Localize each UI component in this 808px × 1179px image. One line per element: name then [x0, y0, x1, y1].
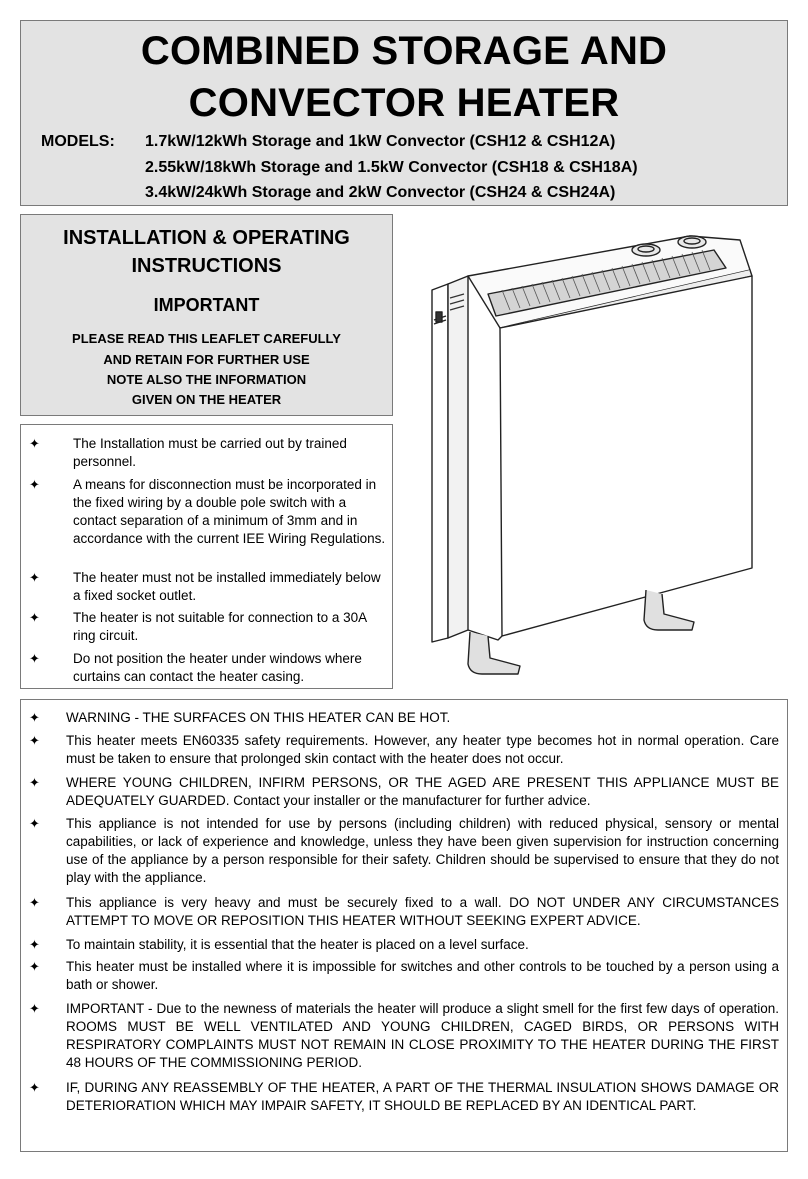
- model-line: 3.4kW/24kWh Storage and 2kW Convector (CSH24 & CSH24A): [145, 184, 616, 201]
- warnings-box: [20, 699, 788, 1152]
- bullet-icon: ✦: [29, 1080, 40, 1095]
- list-item-text: The heater must not be installed immediately below a fixed socket outlet.: [73, 570, 381, 603]
- important-heading: IMPORTANT: [153, 295, 260, 315]
- list-item-text: Do not position the heater under windows where curtains can contact the heater casing.: [73, 651, 362, 684]
- list-item-text: This appliance is very heavy and must be securely fixed to a wall. DO NOT UNDER ANY CIRCUMSTANCES ATTEMPT TO MOVE OR REPOSITION THIS HEATER WITHOUT SEEKING EXPERT ADVICE.: [66, 895, 779, 928]
- bullet-icon: ✦: [29, 477, 40, 492]
- notice-line: NOTE ALSO THE INFORMATION: [106, 372, 307, 387]
- notice-line: AND RETAIN FOR FURTHER USE: [103, 352, 310, 367]
- list-item-text: IMPORTANT - Due to the newness of materials the heater will produce a slight smell for the first few days of operation. ROOMS MUST BE WELL VENTILATED AND YOUNG CHILDREN, CAGED BIRDS, OR PERSONS WITH RESPIRATORY COMPLAINTS MUST NOT REMAIN IN CLOSE PROXIMITY TO THE HEATER DURING THE FIRST 48 HOURS OF THE COMMISSIONING PERIOD.: [66, 1001, 779, 1070]
- list-item-text: To maintain stability, it is essential that the heater is placed on a level surface.: [66, 937, 529, 952]
- instructions-title-line-1: INSTALLATION & OPERATING: [63, 227, 350, 249]
- notice-line: PLEASE READ THIS LEAFLET CAREFULLY: [72, 331, 341, 346]
- bullet-icon: ✦: [29, 1001, 40, 1016]
- bullet-icon: ✦: [29, 775, 40, 790]
- bullet-icon: ✦: [29, 651, 40, 666]
- title-box: [20, 20, 788, 206]
- bullet-icon: ✦: [29, 895, 40, 910]
- list-item-text: This heater must be installed where it is impossible for switches and other controls to be touched by a person using a bath or shower.: [66, 959, 779, 992]
- models-label: MODELS:: [41, 133, 115, 150]
- bullet-icon: ✦: [29, 436, 40, 451]
- installation-notes-box: [20, 424, 393, 689]
- list-item-text: This heater meets EN60335 safety requirements. However, any heater type becomes hot in normal operation. Care must be taken to ensure that prolonged skin contact with the heater does not occur.: [66, 733, 779, 766]
- bullet-icon: ✦: [29, 610, 40, 625]
- bullet-icon: ✦: [29, 937, 40, 952]
- notice-line: GIVEN ON THE HEATER: [131, 392, 282, 407]
- instructions-box: [20, 214, 393, 416]
- bullet-icon: ✦: [29, 710, 40, 725]
- document-title-line-1: COMBINED STORAGE AND: [140, 29, 668, 73]
- list-item-text: The heater is not suitable for connection to a 30A ring circuit.: [73, 610, 367, 643]
- list-item-text: IF, DURING ANY REASSEMBLY OF THE HEATER, A PART OF THE THERMAL INSULATION SHOWS DAMAGE OR DETERIORATION WHICH MAY IMPAIR SAFETY, IT SHOULD BE REPLACED BY AN IDENTICAL PART.: [66, 1080, 779, 1113]
- list-item-text: This appliance is not intended for use by persons (including children) with reduced physical, sensory or mental capabilities, or lack of experience and knowledge, unless they have been given supervision for instruction concerning use of the appliance by a person responsible for their safety. Children should be supervised to ensure that they do not play with the appliance.: [66, 816, 779, 885]
- bullet-icon: ✦: [29, 816, 40, 831]
- list-item-text: A means for disconnection must be incorporated in the fixed wiring by a double pole switch with a contact separation of a minimum of 3mm and in accordance with the current IEE Wiring Regulations.: [73, 477, 386, 546]
- model-line: 1.7kW/12kWh Storage and 1kW Convector (CSH12 & CSH12A): [145, 133, 616, 150]
- list-item-text: The Installation must be carried out by trained personnel.: [73, 436, 347, 469]
- instructions-title-line-2: INSTRUCTIONS: [131, 255, 282, 277]
- bullet-icon: ✦: [29, 959, 40, 974]
- list-item-text: WARNING - THE SURFACES ON THIS HEATER CAN BE HOT.: [66, 710, 451, 725]
- bullet-icon: ✦: [29, 570, 40, 585]
- list-item-text: WHERE YOUNG CHILDREN, INFIRM PERSONS, OR THE AGED ARE PRESENT THIS APPLIANCE MUST BE ADEQUATELY GUARDED. Contact your installer or the manufacturer for further advice.: [66, 775, 779, 808]
- heater-illustration: [410, 228, 800, 690]
- document-title-line-2: CONVECTOR HEATER: [188, 81, 620, 125]
- bullet-icon: ✦: [29, 733, 40, 748]
- model-line: 2.55kW/18kWh Storage and 1.5kW Convector (CSH18 & CSH18A): [145, 159, 638, 176]
